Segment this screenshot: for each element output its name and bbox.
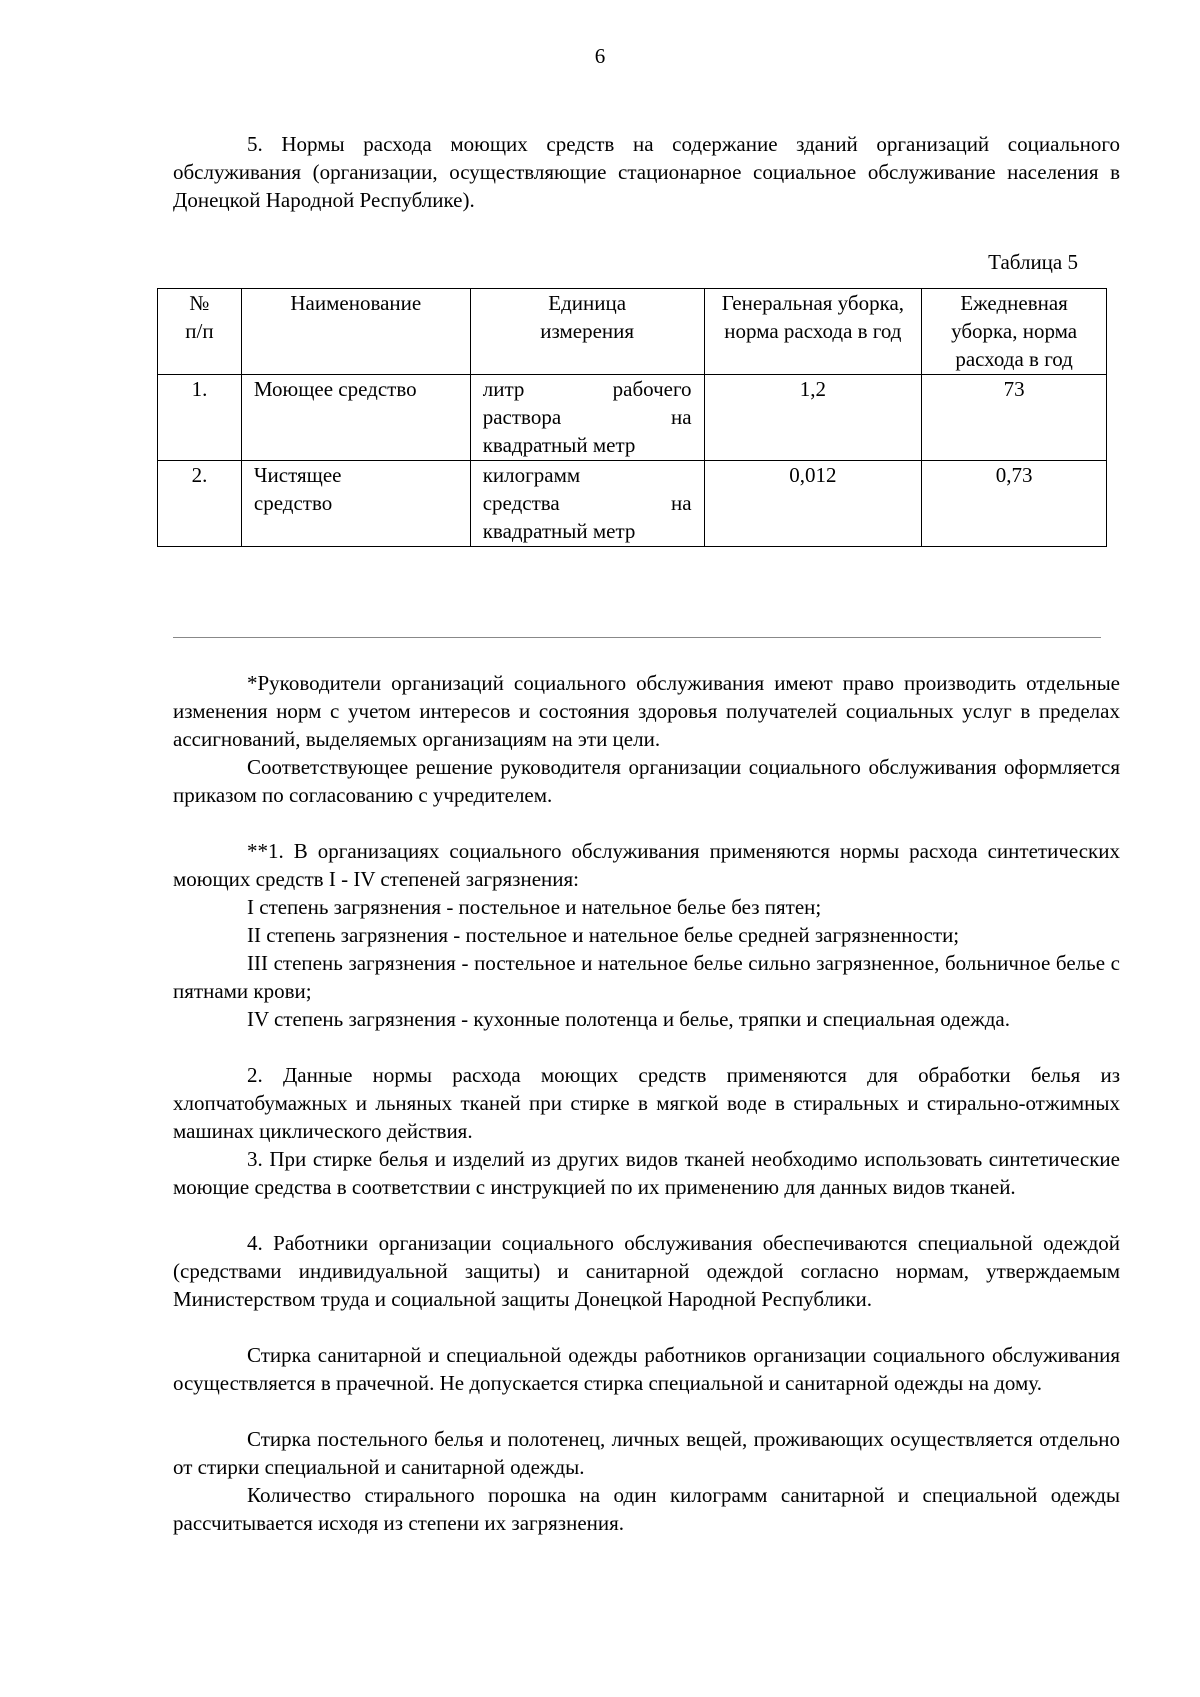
row-name: Моющее средство bbox=[241, 375, 470, 461]
header-unit: Единица измерения bbox=[470, 289, 704, 375]
header-general: Генеральная уборка, норма расхода в год bbox=[704, 289, 922, 375]
table-row bbox=[158, 461, 1107, 547]
footnote-paragraph: 4. Работники организации социального обслуживания обеспечиваются специальной одеждой (средствами индивидуальной защиты) и санитарной одеждой согласно нормам, утверждаемым Министерством труда и социальной защиты Донецкой Народной Республики. bbox=[173, 1231, 1120, 1311]
norms-table bbox=[157, 288, 1107, 547]
footnote-paragraph: Количество стирального порошка на один килограмм санитарной и специальной одежды рассчитывается исходя из степени их загрязнения. bbox=[173, 1483, 1120, 1535]
table-row bbox=[158, 375, 1107, 461]
header-daily: Ежедневная уборка, норма расхода в год bbox=[922, 289, 1107, 375]
footnote-paragraph: 2. Данные нормы расхода моющих средств применяются для обработки белья из хлопчатобумажных и льняных тканей при стирке в мягкой воде в стиральных и стирально-отжимных машинах циклического действия. bbox=[173, 1063, 1120, 1143]
unit-line: средства на bbox=[482, 491, 692, 515]
page-number: 6 bbox=[594, 44, 606, 68]
row-daily-norm: 0,73 bbox=[922, 461, 1107, 547]
unit-line: квадратный метр bbox=[482, 519, 636, 543]
unit-line: квадратный метр bbox=[482, 433, 636, 457]
footnote-paragraph: *Руководители организаций социального обслуживания имеют право производить отдельные изменения норм с учетом интересов и состояния здоровья получателей социальных услуг в пределах ассигнований, выделяемых организациям на эти цели. bbox=[173, 671, 1120, 751]
unit-line: литр рабочего bbox=[482, 377, 692, 401]
section-heading: 5. Нормы расхода моющих средств на содержание зданий организаций социального обслуживания (организации, осуществляющие стационарное социальное обслуживание населения в Донецкой Народной Республике). bbox=[173, 132, 1120, 212]
row-num: 2. bbox=[158, 461, 242, 547]
header-name: Наименование bbox=[241, 289, 470, 375]
footnote-paragraph: **1. В организациях социального обслуживания применяются нормы расхода синтетических моющих средств I - IV степеней загрязнения: bbox=[173, 839, 1120, 891]
row-general-norm: 1,2 bbox=[704, 375, 922, 461]
unit-line: раствора на bbox=[482, 405, 692, 429]
table-caption: Таблица 5 bbox=[988, 250, 1078, 274]
footnote-paragraph: IV степень загрязнения - кухонные полотенца и белье, тряпки и специальная одежда. bbox=[247, 1007, 1010, 1031]
footnote-separator bbox=[173, 637, 1101, 638]
row-unit bbox=[470, 375, 704, 461]
footnote-paragraph: 3. При стирке белья и изделий из других видов тканей необходимо использовать синтетические моющие средства в соответствии с инструкцией по их применению для данных видов тканей. bbox=[173, 1147, 1120, 1199]
footnote-paragraph: Стирка санитарной и специальной одежды работников организации социального обслуживания осуществляется в прачечной. Не допускается стирка специальной и санитарной одежды на дому. bbox=[173, 1343, 1120, 1395]
unit-line: килограмм bbox=[482, 463, 581, 487]
row-daily-norm: 73 bbox=[922, 375, 1107, 461]
row-general-norm: 0,012 bbox=[704, 461, 922, 547]
row-name: Чистящее средство bbox=[241, 461, 470, 547]
footnote-paragraph: Соответствующее решение руководителя организации социального обслуживания оформляется приказом по согласованию с учредителем. bbox=[173, 755, 1120, 807]
table-header-row bbox=[158, 289, 1107, 375]
footnote-paragraph: I степень загрязнения - постельное и нательное белье без пятен; bbox=[247, 895, 822, 919]
footnote-paragraph: III степень загрязнения - постельное и нательное белье сильно загрязненное, больничное белье с пятнами крови; bbox=[173, 951, 1120, 1003]
footnote-paragraph: II степень загрязнения - постельное и нательное белье средней загрязненности; bbox=[247, 923, 960, 947]
row-unit bbox=[470, 461, 704, 547]
footnote-paragraph: Стирка постельного белья и полотенец, личных вещей, проживающих осуществляется отдельно от стирки специальной и санитарной одежды. bbox=[173, 1427, 1120, 1479]
row-num: 1. bbox=[158, 375, 242, 461]
header-num: № п/п bbox=[158, 289, 242, 375]
